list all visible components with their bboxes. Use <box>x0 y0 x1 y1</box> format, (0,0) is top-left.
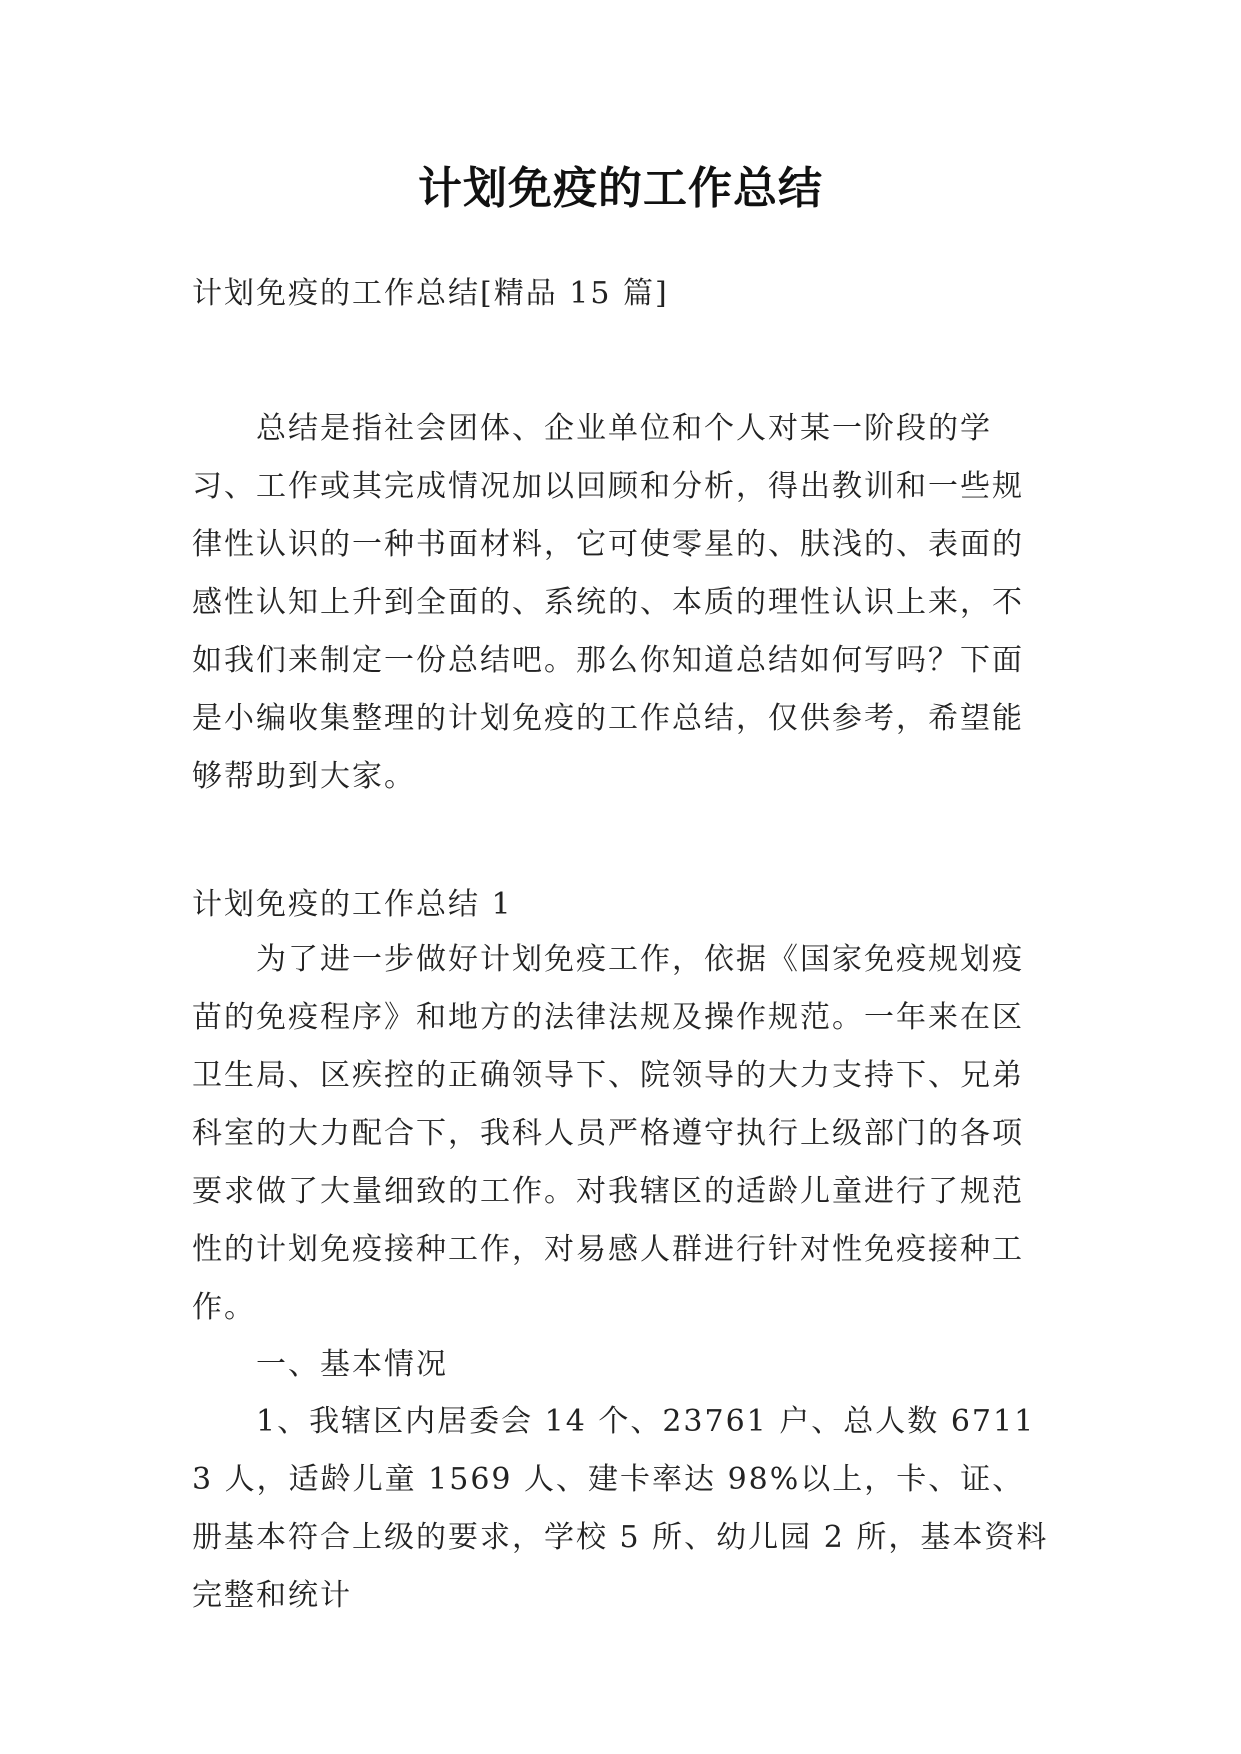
document-subtitle: 计划免疫的工作总结[精品 15 篇] <box>192 276 669 311</box>
section-1-paragraph: 为了进一步做好计划免疫工作，依据《国家免疫规划疫苗的免疫程序》和地方的法律法规及操作规范。一年来在区卫生局、区疾控的正确领导下、院领导的大力支持下、兄弟科室的大力配合下，我科人员严格遵守执行上级部门的各项要求做了大量细致的工作。对我辖区的适龄儿童进行了规范性的计划免疫接种工作，对易感人群进行针对性免疫接种工作。 <box>192 942 1024 1325</box>
section-1-heading: 计划免疫的工作总结 1 <box>192 887 513 922</box>
basic-situation-paragraph-1: 1、我辖区内居委会 14 个、23761 户、总人数 67113 人，适龄儿童 1569 人、建卡率达 98%以上，卡、证、册基本符合上级的要求，学校 5 所、幼儿园 2 所，基本资料完整和统计 <box>192 1404 1049 1613</box>
basic-situation-heading: 一、基本情况 <box>256 1347 448 1382</box>
intro-paragraph: 总结是指社会团体、企业单位和个人对某一阶段的学习、工作或其完成情况加以回顾和分析，得出教训和一些规律性认识的一种书面材料，它可使零星的、肤浅的、表面的感性认知上升到全面的、系统的、本质的理性认识上来，不如我们来制定一份总结吧。那么你知道总结如何写吗？下面是小编收集整理的计划免疫的工作总结，仅供参考，希望能够帮助到大家。 <box>192 411 1024 794</box>
document-title: 计划免疫的工作总结 <box>418 163 823 214</box>
